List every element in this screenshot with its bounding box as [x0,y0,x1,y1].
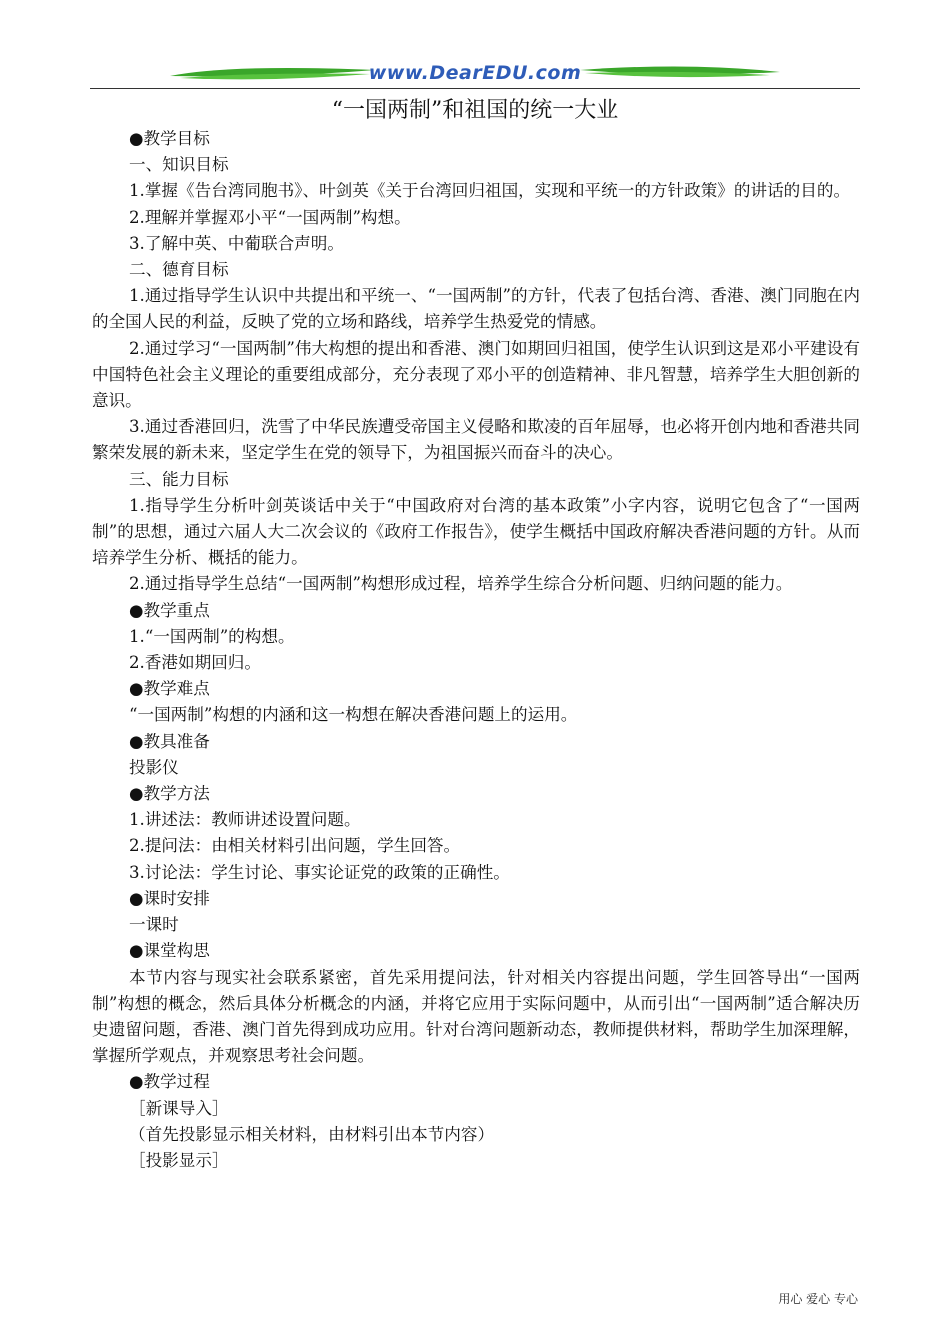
schedule-text: 一课时 [129,915,179,935]
moral-item: 1.通过指导学生认识中共提出和平统一、“一国两制”的方针，代表了包括台湾、香港、澳门同胞在内的全国人民的利益，反映了党的立场和路线，培养学生热爱党的情感。 [92,286,860,332]
tools-heading: ●教具准备 [129,731,210,751]
moral-item: 2.通过学习“一国两制”伟大构想的提出和香港、澳门如期回归祖国，使学生认识到这是邓小平建设有中国特色社会主义理论的重要组成部分，充分表现了邓小平的创造精神、非凡智慧，培养学生大胆创新的意识。 [92,338,860,411]
intro-label: ［新课导入］ [129,1098,229,1118]
knowledge-item: 1.掌握《告台湾同胞书》、叶剑英《关于台湾回归祖国，实现和平统一的方针政策》的讲话的目的。 [129,181,851,201]
key-item: 2.香港如期回归。 [129,653,261,673]
difficulty-text: “一国两制”构想的内涵和这一构想在解决香港问题上的运用。 [129,705,578,725]
knowledge-heading: 一、知识目标 [129,155,229,175]
site-brand: www.DearEDU.com [368,62,582,84]
intro-note: （首先投影显示相关材料，由材料引出本节内容） [129,1124,495,1144]
knowledge-item: 3.了解中英、中葡联合声明。 [129,233,344,253]
moral-heading: 二、德育目标 [129,260,229,280]
design-heading: ●课堂构思 [129,941,210,961]
process-heading: ●教学过程 [129,1072,210,1092]
goals-heading: ●教学目标 [129,129,210,148]
tools-text: 投影仪 [129,757,179,777]
design-text: 本节内容与现实社会联系紧密，首先采用提问法，针对相关内容提出问题，学生回答导出“一国两制”构想的概念，然后具体分析概念的内涵，并将它应用于实际问题中，从而引出“一国两制”适合解决历史遗留问题，香港、澳门首先得到成功应用。针对台湾问题新动态，教师提供材料，帮助学生加深理解，掌握所学观点，并观察思考社会问题。 [92,967,860,1066]
key-item: 1.“一国两制”的构想。 [129,626,295,646]
ability-item: 2.通过指导学生总结“一国两制”构想形成过程，培养学生综合分析问题、归纳问题的能力。 [129,574,793,594]
difficulty-heading: ●教学难点 [129,679,210,699]
page-title: “一国两制”和祖国的统一大业 [331,98,619,123]
methods-heading: ●教学方法 [129,784,210,804]
method-item: 3.讨论法：学生讨论、事实论证党的政策的正确性。 [129,862,510,882]
projection-label: ［投影显示］ [129,1150,229,1170]
knowledge-item: 2.理解并掌握邓小平“一国两制”构想。 [129,207,411,227]
ability-heading: 三、能力目标 [129,469,229,489]
key-heading: ●教学重点 [129,600,210,620]
header-rule [90,88,860,89]
method-item: 2.提问法：由相关材料引出问题，学生回答。 [129,836,461,856]
moral-item: 3.通过香港回归，洗雪了中华民族遭受帝国主义侵略和欺凌的百年屈辱，也必将开创内地和香港共同繁荣发展的新未来，坚定学生在党的领导下，为祖国振兴而奋斗的决心。 [92,417,860,463]
ability-item: 1.指导学生分析叶剑英谈话中关于“中国政府对台湾的基本政策”小字内容，说明它包含了“一国两制”的思想，通过六届人大二次会议的《政府工作报告》，使学生概括中国政府解决香港问题的方针。从而培养学生分析、概括的能力。 [92,495,860,568]
schedule-heading: ●课时安排 [129,888,210,908]
site-header [90,56,860,90]
method-item: 1.讲述法：教师讲述设置问题。 [129,810,361,830]
document-body [92,126,860,1174]
page-footer: 用心 爱心 专心 [778,1292,858,1306]
